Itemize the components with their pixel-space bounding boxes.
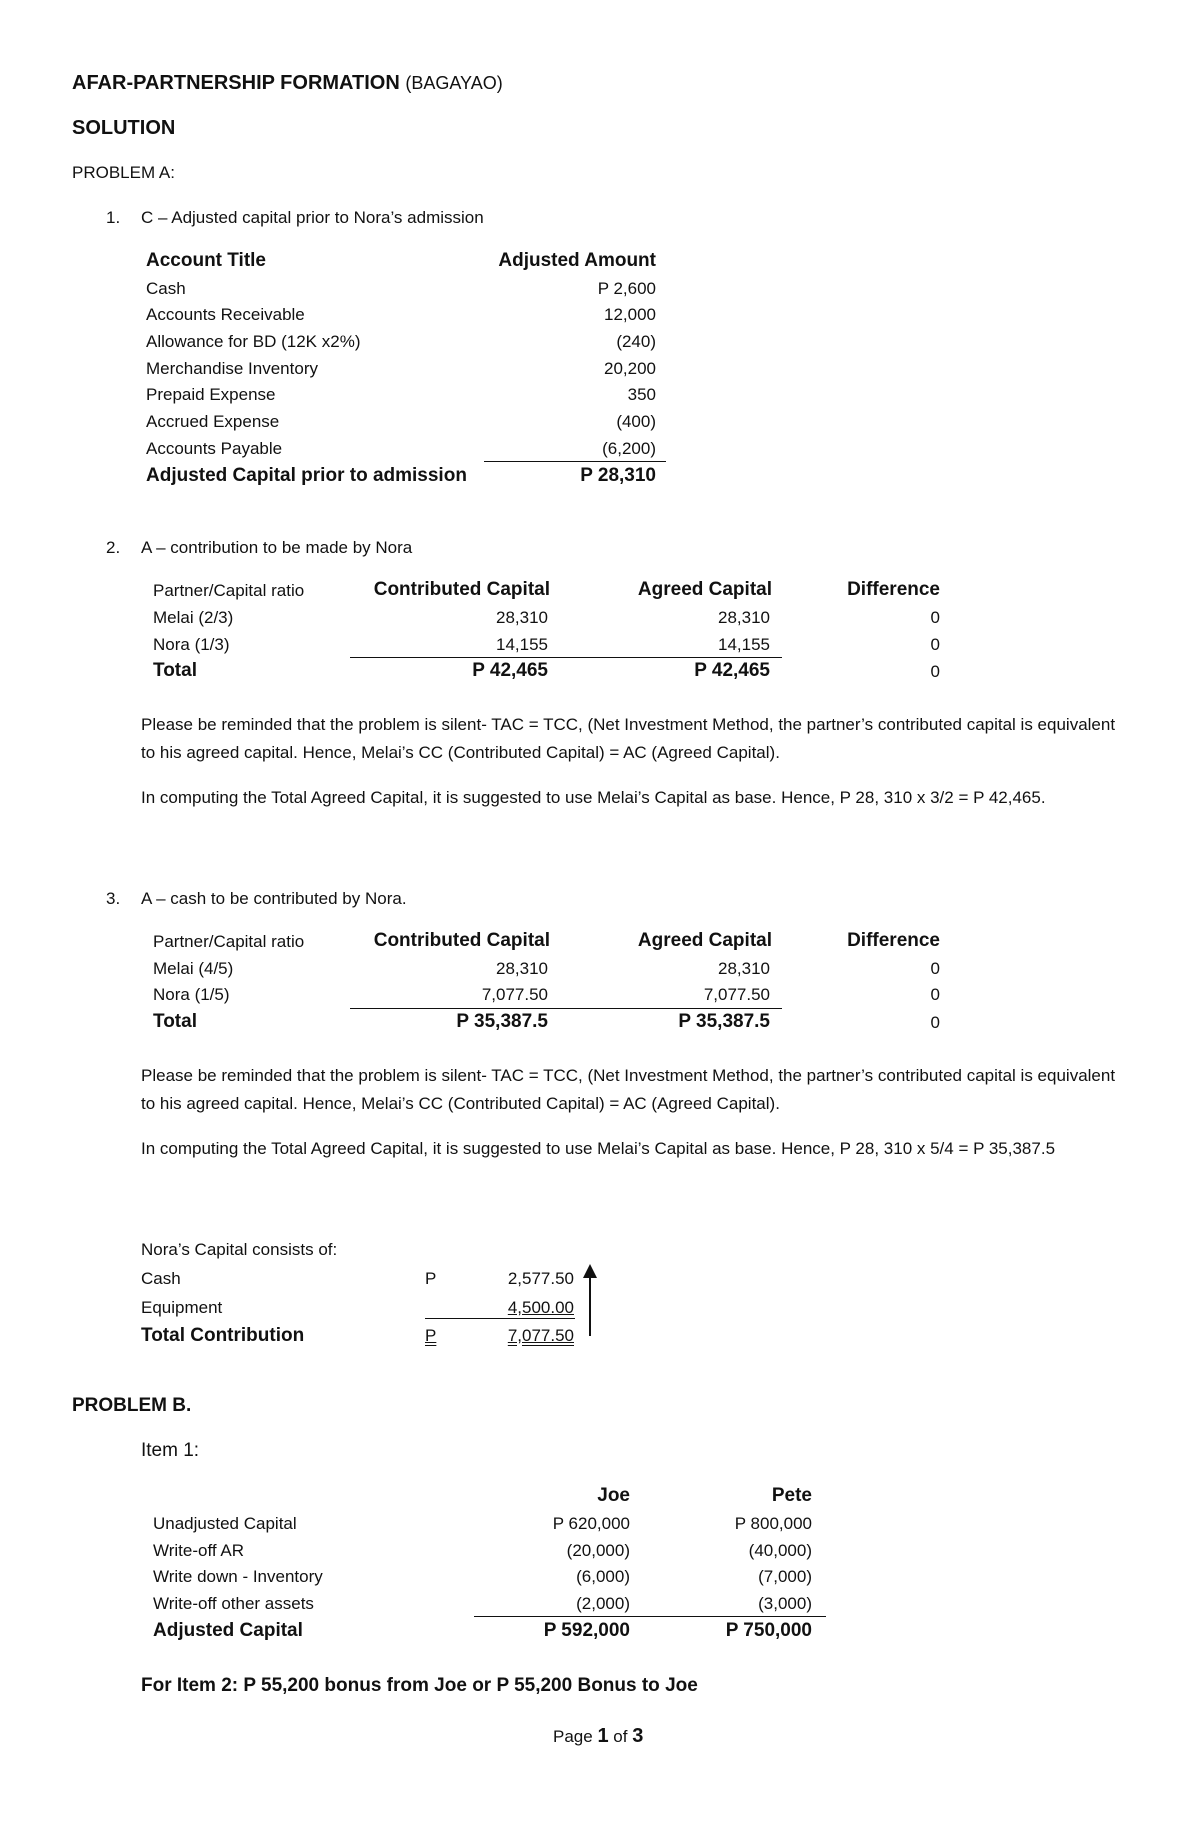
item2-note-2: In computing the Total Agreed Capital, it is suggested to use Melai’s Capital as base. Hence, P 28, 310 x 3/2 = P 42,465. — [141, 788, 1046, 807]
item3-cell: 7,077.50 — [481, 985, 548, 1004]
item3-note-2: In computing the Total Agreed Capital, it is suggested to use Melai’s Capital as base. Hence, P 28, 310 x 5/4 = P 35,387.5 — [141, 1139, 1056, 1158]
pb-cell: (7,000) — [758, 1567, 812, 1586]
item2-header: Partner/Capital ratio — [153, 581, 305, 600]
item1-row-amount: (6,200) — [602, 439, 656, 458]
page-prefix: Page — [553, 1727, 593, 1746]
item1-row-amount: 12,000 — [604, 305, 656, 324]
solution-heading: SOLUTION — [72, 117, 176, 139]
pb-total-cell: Adjusted Capital — [153, 1620, 303, 1641]
pb-cell: (3,000) — [758, 1594, 812, 1613]
item3-header: Partner/Capital ratio — [153, 932, 305, 951]
item2-total-cell: P 42,465 — [472, 660, 548, 681]
problem-b-item2: For Item 2: P 55,200 bonus from Joe or P 55,200 Bonus to Joe — [141, 1675, 698, 1696]
item1-number: 1. — [106, 208, 121, 227]
item1-row-title: Merchandise Inventory — [146, 359, 318, 378]
nora-row-amount: 4,500.00 — [507, 1298, 574, 1317]
item2-total-cell: Total — [153, 660, 197, 681]
item2-header: Agreed Capital — [637, 579, 772, 600]
document-title — [72, 72, 503, 94]
item3-cell: 0 — [930, 959, 940, 978]
pb-total-cell: P 592,000 — [543, 1620, 630, 1641]
item1-total-rule — [484, 461, 666, 462]
item2-number: 2. — [106, 538, 121, 557]
pb-cell: Write down - Inventory — [153, 1567, 323, 1586]
pb-cell: P 800,000 — [734, 1514, 812, 1533]
nora-row-label: Cash — [141, 1269, 181, 1288]
item1-row-amount: (240) — [616, 332, 656, 351]
pb-total-rule — [474, 1616, 826, 1617]
nora-subtotal-rule — [425, 1318, 575, 1319]
problem-b-heading: PROBLEM B. — [72, 1395, 192, 1416]
pb-cell: Write-off AR — [153, 1541, 245, 1560]
pb-total-cell: P 750,000 — [725, 1620, 812, 1641]
item1-row-amount: 20,200 — [604, 359, 656, 378]
item3-header: Contributed Capital — [373, 930, 550, 951]
item1-row-title: Accounts Payable — [146, 439, 283, 458]
item3-total-cell: 0 — [930, 1013, 940, 1032]
nora-total-label: Total Contribution — [141, 1325, 305, 1346]
item3-total-cell: Total — [153, 1011, 197, 1032]
nora-row-label: Equipment — [141, 1298, 223, 1317]
pb-cell: (20,000) — [566, 1541, 630, 1560]
item2-note-1: Please be reminded that the problem is silent- TAC = TCC, (Net Investment Method, the partner’s contributed capital is equivalent to his agreed capital. Hence, Melai’s CC (Contributed Capital) = AC (Agreed Capital). — [141, 715, 1116, 762]
item2-total-cell: 0 — [930, 662, 940, 681]
item2-cell: 14,155 — [718, 635, 770, 654]
pb-cell: P 620,000 — [552, 1514, 630, 1533]
item2-total-rule — [350, 657, 782, 658]
item3-cell: Melai (4/5) — [153, 959, 234, 978]
col-joe: Joe — [597, 1485, 630, 1506]
item1-row-title: Allowance for BD (12K x2%) — [146, 332, 361, 351]
pb-cell: (6,000) — [576, 1567, 630, 1586]
page-number: 1 — [597, 1725, 609, 1747]
item3-label: A – cash to be contributed by Nora. — [141, 889, 407, 908]
item2-cell: 0 — [930, 608, 940, 627]
item2-cell: 28,310 — [496, 608, 548, 627]
pb-cell: (40,000) — [748, 1541, 812, 1560]
item1-row-title: Accrued Expense — [146, 412, 280, 431]
item2-cell: 14,155 — [496, 635, 548, 654]
page-total: 3 — [632, 1725, 644, 1747]
nora-capital-heading: Nora’s Capital consists of: — [141, 1240, 338, 1259]
item3-cell: 0 — [930, 985, 940, 1004]
item1-total-label: Adjusted Capital prior to admission — [146, 465, 467, 486]
item1-row-amount: 350 — [627, 385, 656, 404]
title-author: (BAGAYAO) — [405, 73, 503, 93]
nora-row-currency: P — [425, 1269, 437, 1288]
item2-cell: Melai (2/3) — [153, 608, 234, 627]
nora-total-currency: P — [425, 1326, 437, 1345]
item1-label: C – Adjusted capital prior to Nora’s admission — [141, 208, 484, 227]
up-arrow-icon — [580, 1262, 600, 1342]
col-pete: Pete — [771, 1485, 812, 1506]
item1-row-title: Prepaid Expense — [146, 385, 276, 404]
item1-row-title: Accounts Receivable — [146, 305, 305, 324]
item2-label: A – contribution to be made by Nora — [141, 538, 413, 557]
item2-cell: 28,310 — [718, 608, 770, 627]
problem-b-item1-label: Item 1: — [141, 1440, 200, 1461]
item1-total-amount: P 28,310 — [580, 465, 656, 486]
item3-total-rule — [350, 1008, 782, 1009]
item3-cell: Nora (1/5) — [153, 985, 230, 1004]
nora-row-amount: 2,577.50 — [507, 1269, 574, 1288]
item1-row-title: Cash — [146, 279, 186, 298]
item2-cell: 0 — [930, 635, 940, 654]
item2-cell: Nora (1/3) — [153, 635, 230, 654]
item3-total-cell: P 35,387.5 — [678, 1011, 770, 1032]
item2-header: Contributed Capital — [373, 579, 550, 600]
pb-cell: Unadjusted Capital — [153, 1514, 297, 1533]
item3-cell: 28,310 — [718, 959, 770, 978]
item1-col-amount: Adjusted Amount — [498, 250, 656, 271]
page-of: of — [613, 1727, 628, 1746]
page-footer — [553, 1725, 643, 1748]
item3-total-cell: P 35,387.5 — [456, 1011, 548, 1032]
title-main: AFAR-PARTNERSHIP FORMATION — [72, 72, 400, 94]
item2-header: Difference — [847, 579, 940, 600]
item3-number: 3. — [106, 889, 121, 908]
item3-cell: 28,310 — [496, 959, 548, 978]
pb-cell: (2,000) — [576, 1594, 630, 1613]
nora-total-amount: 7,077.50 — [507, 1326, 574, 1345]
item3-header: Agreed Capital — [637, 930, 772, 951]
item1-row-amount: P 2,600 — [597, 279, 656, 298]
item2-total-cell: P 42,465 — [694, 660, 770, 681]
item1-col-title: Account Title — [146, 250, 266, 271]
item3-cell: 7,077.50 — [703, 985, 770, 1004]
item1-row-amount: (400) — [616, 412, 656, 431]
pb-cell: Write-off other assets — [153, 1594, 314, 1613]
item3-header: Difference — [847, 930, 940, 951]
item3-note-1: Please be reminded that the problem is silent- TAC = TCC, (Net Investment Method, the partner’s contributed capital is equivalent to his agreed capital. Hence, Melai’s CC (Contributed Capital) = AC (Agreed Capital). — [141, 1066, 1116, 1113]
problem-a-heading: PROBLEM A: — [72, 163, 175, 182]
